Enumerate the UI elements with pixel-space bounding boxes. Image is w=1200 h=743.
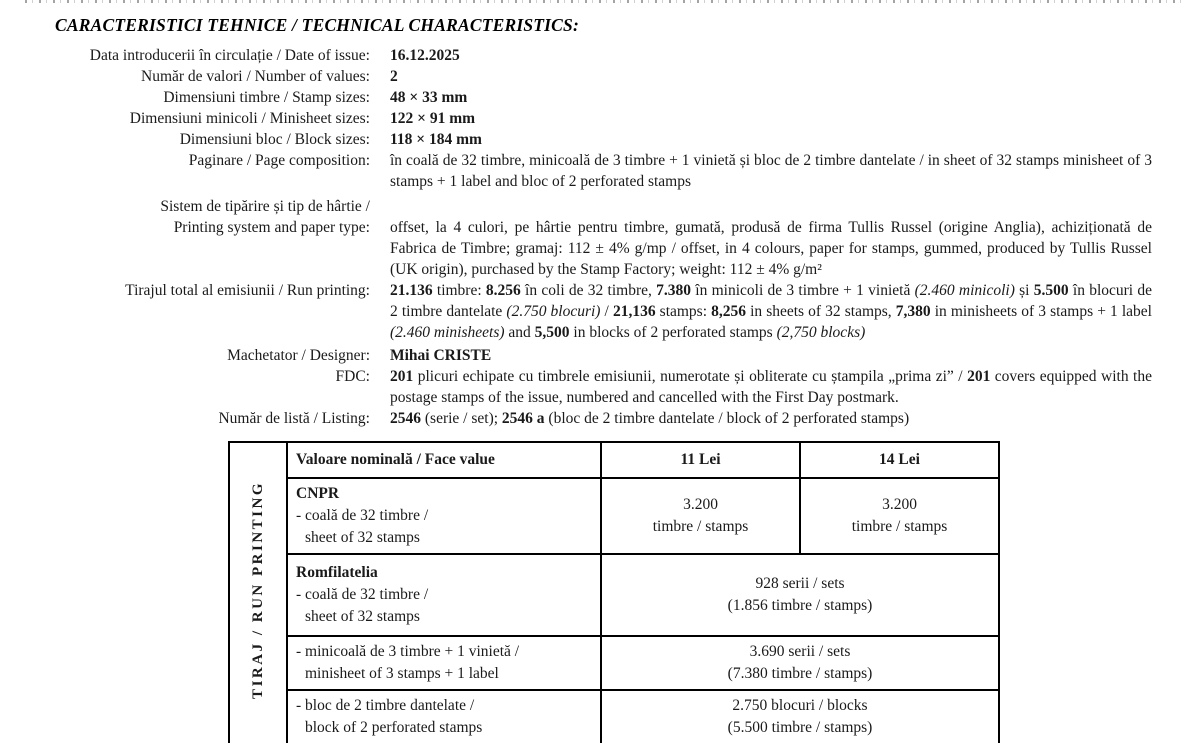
table-row-cnpr — [229, 478, 999, 554]
romfilatelia-sheet-label-cell — [287, 554, 601, 636]
header-value-14lei: 14 Lei — [800, 442, 999, 478]
spec-row-number-of-values — [40, 66, 1170, 87]
spec-row-block-sizes — [40, 129, 1170, 150]
spec-value: 21.136 timbre: 8.256 în coli de 32 timbre, 7.380 în minicoli de 3 timbre + 1 vinietă (2.460 minicoli) și 5.500 în blocuri de 2 timbre dantelate (2.750 blocuri) / 21,136 stamps: 8,256 in sheets of 32 stamps, 7,380 in minisheets of 3 stamps + 1 label (2.460 minisheets) and 5,500 in blocks of 2 perforated stamps (2,750 blocks) — [390, 282, 1153, 341]
spec-label: Dimensiuni timbre / Stamp sizes: — [163, 89, 370, 106]
spec-label: Dimensiuni minicoli / Minisheet sizes: — [129, 110, 370, 127]
spec-row-designer — [40, 345, 1170, 366]
spec-row-date-of-issue — [40, 45, 1170, 66]
spec-row-stamp-sizes — [40, 87, 1170, 108]
minisheet-line1: - minicoală de 3 timbre + 1 vinietă / — [296, 643, 520, 660]
spec-value: 16.12.2025 — [390, 47, 460, 64]
spec-value: 2546 (serie / set); 2546 a (bloc de 2 timbre dantelate / block of 2 perforated stamps) — [390, 410, 910, 427]
spec-row-listing — [40, 408, 1170, 429]
romfilatelia-sheet-line1: - coală de 32 timbre / — [296, 586, 429, 603]
spec-label: Număr de valori / Number of values: — [141, 68, 370, 85]
romfilatelia-sheet-sets: 928 serii / sets — [755, 575, 845, 592]
table-row-romfilatelia-sheet — [229, 554, 999, 636]
page-title: CARACTERISTICI TEHNICE / TECHNICAL CHARACTERISTICS: — [55, 15, 580, 35]
block-line1: - bloc de 2 timbre dantelate / — [296, 697, 475, 714]
cnpr-value-11lei-unit: timbre / stamps — [652, 518, 749, 535]
run-printing-table — [228, 441, 1000, 743]
spec-value: 201 plicuri echipate cu timbrele emisiunii, numerotate și obliterate cu ștampila „prima zi” / 201 covers equipped with the postage stamps of the issue, numbered and cancelled with the First Day postmark. — [390, 368, 1152, 406]
clipped-text-artifact — [25, 0, 1185, 3]
spec-label: Paginare / Page composition: — [188, 152, 370, 169]
cnpr-line2: sheet of 32 stamps — [305, 529, 420, 546]
spec-label: Data introducerii în circulație / Date of issue: — [89, 47, 370, 64]
minisheet-line2: minisheet of 3 stamps + 1 label — [305, 665, 499, 682]
block-stamps: (5.500 timbre / stamps) — [727, 719, 873, 736]
spec-row-run-printing — [40, 280, 1170, 343]
cnpr-value-14lei-count: 3.200 — [882, 496, 917, 513]
spec-value: 2 — [390, 68, 398, 85]
spec-value: Mihai CRISTE — [390, 347, 492, 364]
spec-label-line1: Sistem de tipărire și tip de hârtie / — [160, 198, 370, 215]
spec-row-minisheet-sizes — [40, 108, 1170, 129]
header-face-value: Valoare nominală / Face value — [287, 442, 601, 478]
spec-row-fdc — [40, 366, 1170, 408]
spec-value: 118 × 184 mm — [390, 131, 482, 148]
cnpr-label-cell — [287, 478, 601, 554]
block-value-cell — [601, 690, 999, 743]
table-side-label: TIRAJ / RUN PRINTING — [250, 480, 266, 699]
cnpr-title: CNPR — [296, 485, 340, 502]
spec-label: Dimensiuni bloc / Block sizes: — [179, 131, 370, 148]
table-header-row — [229, 442, 999, 478]
spec-value: 122 × 91 mm — [390, 110, 476, 127]
block-label-cell — [287, 690, 601, 743]
minisheet-sets: 3.690 serii / sets — [749, 643, 851, 660]
cnpr-value-14lei — [800, 478, 999, 554]
spec-label: Tirajul total al emisiunii / Run printing: — [125, 282, 370, 299]
spec-label — [40, 196, 370, 238]
spec-row-page-composition — [40, 150, 1170, 192]
header-value-11lei: 11 Lei — [601, 442, 800, 478]
cnpr-value-14lei-unit: timbre / stamps — [851, 518, 948, 535]
cnpr-line1: - coală de 32 timbre / — [296, 507, 429, 524]
romfilatelia-sheet-stamps: (1.856 timbre / stamps) — [727, 597, 873, 614]
romfilatelia-sheet-value-cell — [601, 554, 999, 636]
table-row-minisheet — [229, 636, 999, 690]
spec-label: Machetator / Designer: — [227, 347, 370, 364]
minisheet-stamps: (7.380 timbre / stamps) — [727, 665, 873, 682]
spec-label-line2: Printing system and paper type: — [173, 219, 370, 236]
spec-label: Număr de listă / Listing: — [218, 410, 370, 427]
minisheet-value-cell — [601, 636, 999, 690]
block-count: 2.750 blocuri / blocks — [732, 697, 868, 714]
spec-label: FDC: — [335, 368, 370, 385]
spec-value: offset, la 4 culori, pe hârtie pentru timbre, gumată, produsă de firma Tullis Russel (origine Anglia), achiziționată de Fabrica de Timbre; gramaj: 112 ± 4% g/mp / offset, in 4 colours, paper for stamps, gummed, produced by Tullis Russel (UK origin), purchased by the Stamp Factory; weight: 112 ± 4% g/m² — [390, 219, 1152, 278]
romfilatelia-title: Romfilatelia — [296, 564, 378, 581]
cnpr-value-11lei — [601, 478, 800, 554]
romfilatelia-sheet-line2: sheet of 32 stamps — [305, 608, 420, 625]
block-line2: block of 2 perforated stamps — [305, 719, 483, 736]
table-side-label-cell — [229, 442, 287, 743]
table-row-block — [229, 690, 999, 743]
cnpr-value-11lei-count: 3.200 — [683, 496, 718, 513]
spec-value: în coală de 32 timbre, minicoală de 3 timbre + 1 vinietă și bloc de 2 timbre dantelate / in sheet of 32 stamps minisheet of 3 stamps + 1 label and bloc of 2 perforated stamps — [390, 152, 1152, 190]
spec-row-printing-system — [40, 196, 1170, 280]
minisheet-label-cell — [287, 636, 601, 690]
spec-value: 48 × 33 mm — [390, 89, 468, 106]
